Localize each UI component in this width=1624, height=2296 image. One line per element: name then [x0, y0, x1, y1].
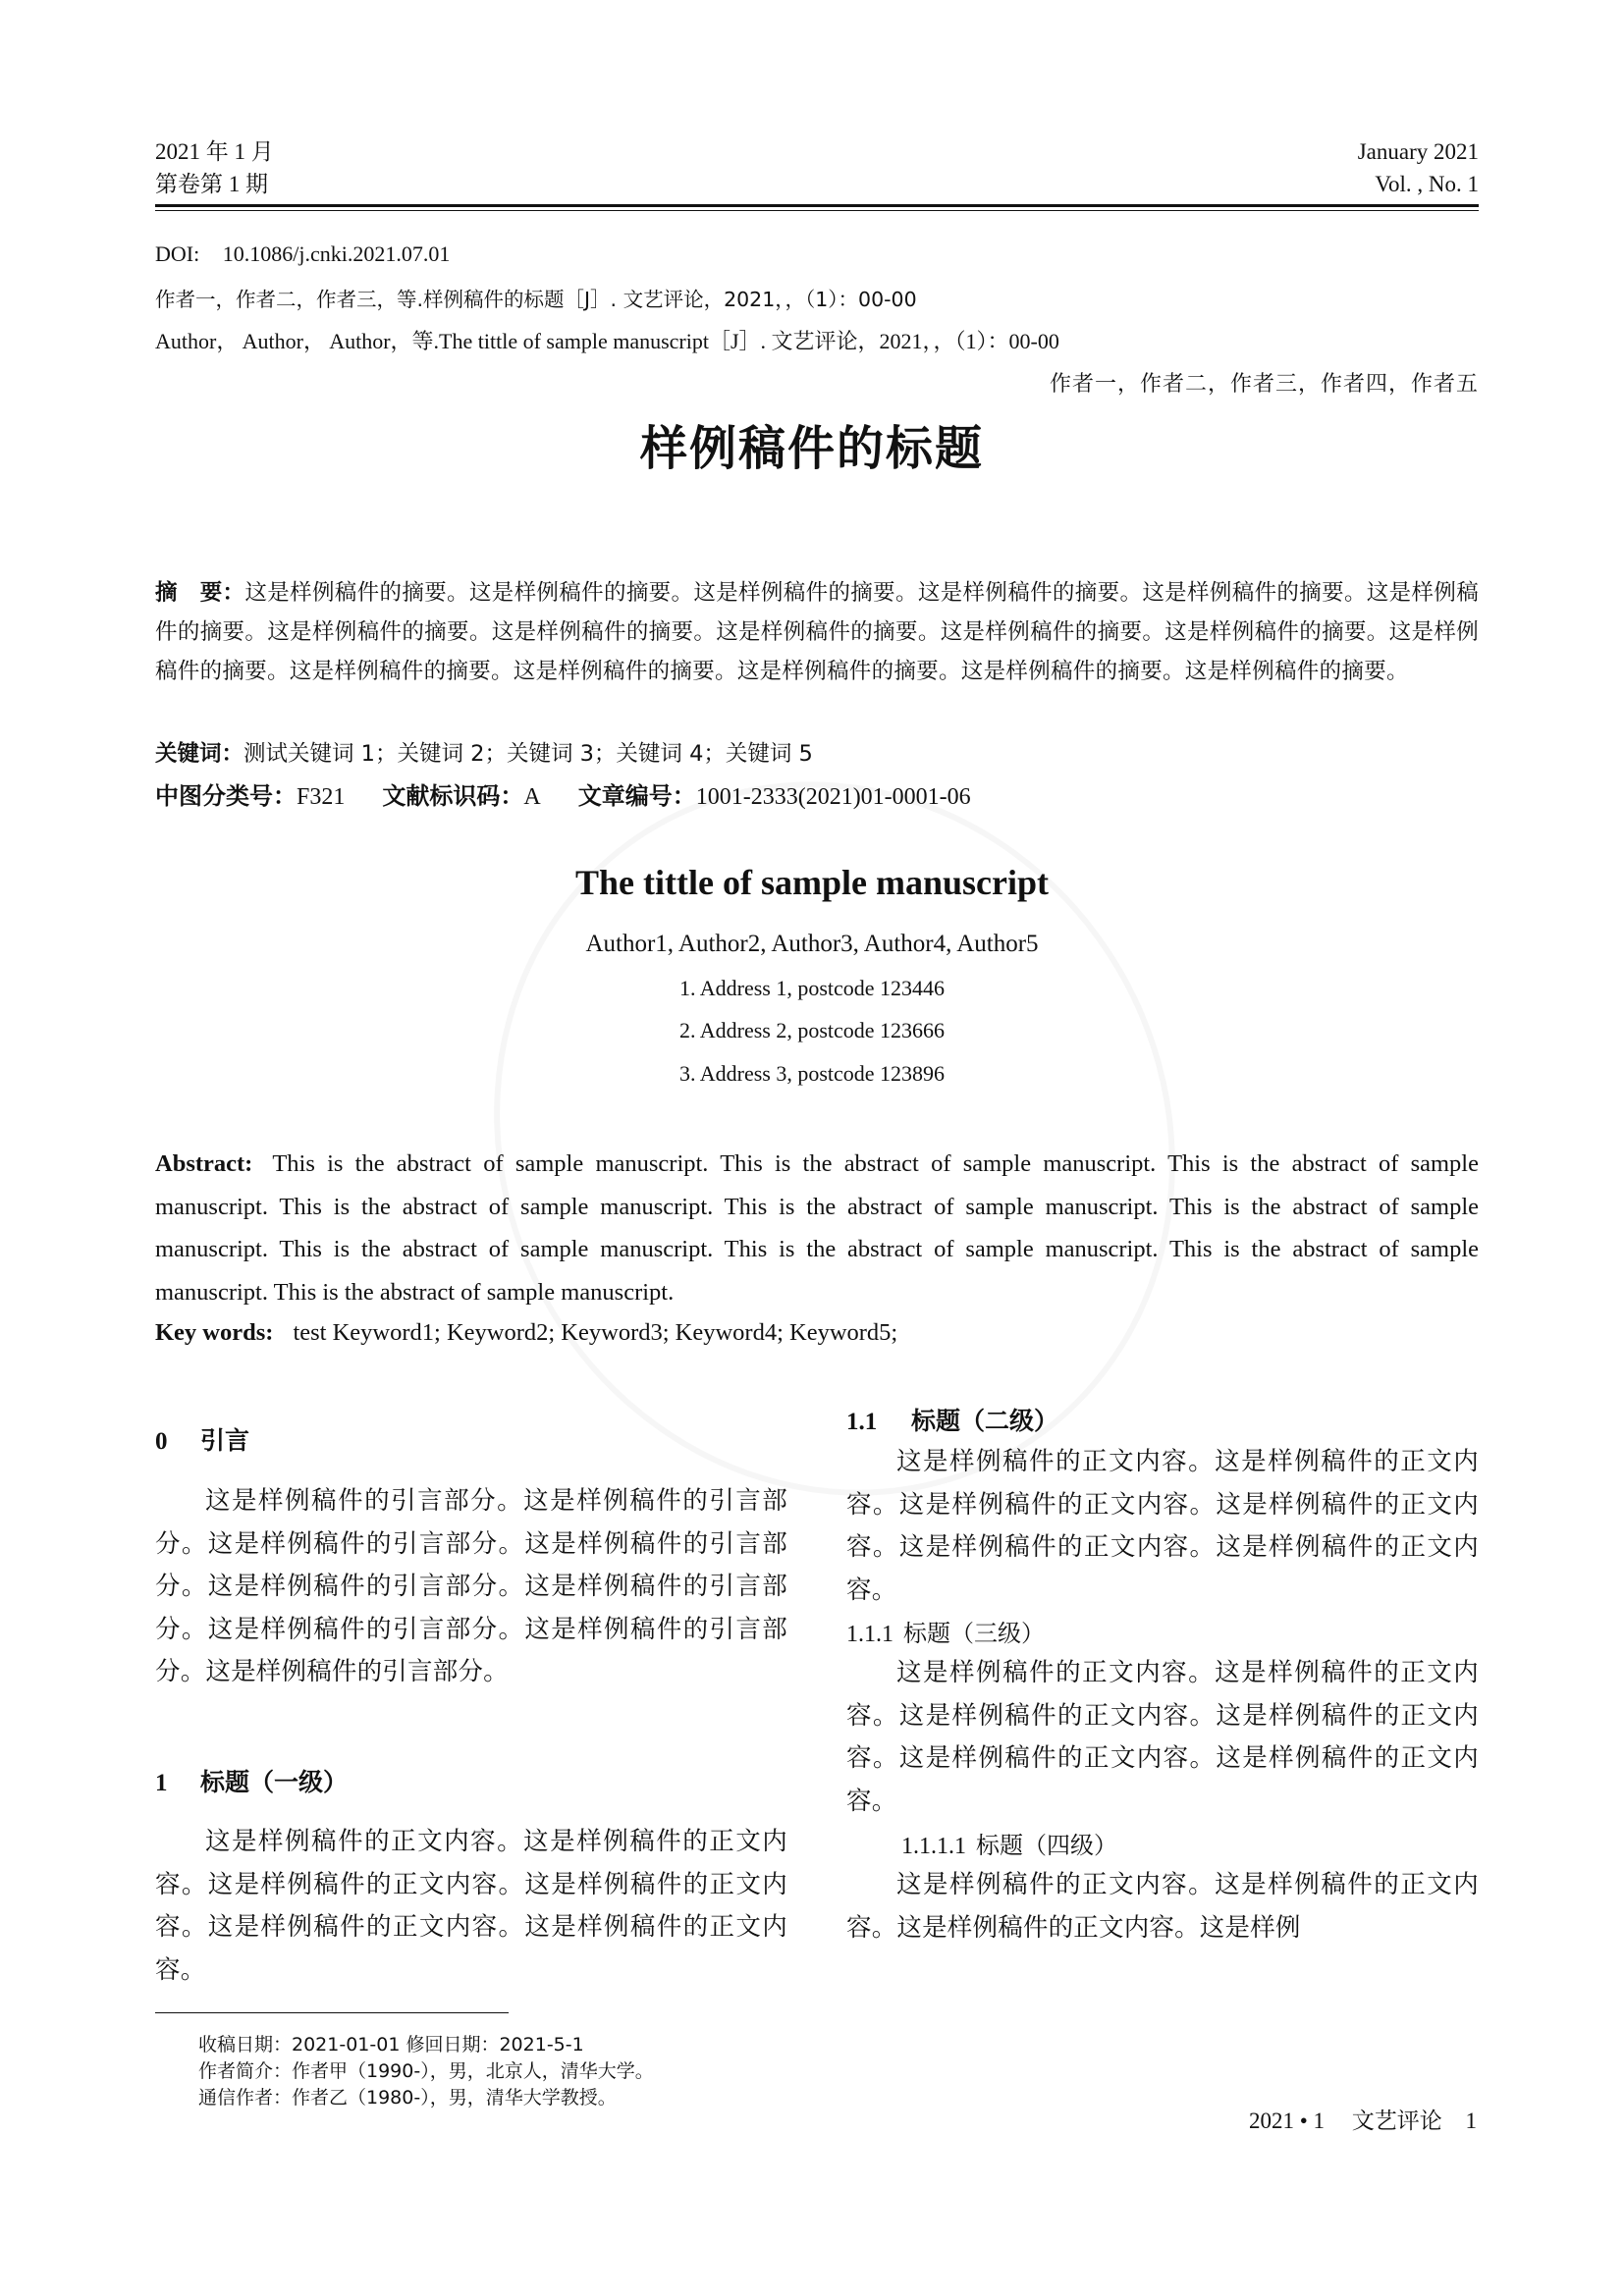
doc-code-label: 文献标识码： [382, 782, 524, 810]
section-body-1-1-1-1: 这是样例稿件的正文内容。这是样例稿件的正文内容。这是样例稿件的正文内容。这是样例 [846, 1870, 1479, 1943]
classification-line [155, 776, 1479, 817]
keywords-en [155, 1313, 1479, 1353]
citation-en: Author， Author， Author，等.The tittle of sample manuscript［J］. 文艺评论，2021，，（1）：00-00 [155, 329, 1059, 353]
doi-value[interactable]: 10.1086/j.cnki.2021.07.01 [222, 241, 451, 266]
clc-label: 中图分类号： [155, 782, 297, 810]
header-volume-en: Vol. , No. 1 [1375, 172, 1479, 196]
section-title: 标题（三级） [903, 1620, 1045, 1647]
section-title: 标题（一级） [200, 1768, 349, 1796]
footer-issue: 2021 • 1 [1248, 2109, 1325, 2133]
section-body-1: 这是样例稿件的正文内容。这是样例稿件的正文内容。这是样例稿件的正文内容。这是样例稿件的正文内容。这是样例稿件的正文内容。这是样例稿件的正文内容。 [155, 1827, 787, 1985]
section-number: 1.1.1.1 [901, 1834, 966, 1859]
keywords-cn-label: 关键词： [155, 741, 244, 767]
header-rule-thin [155, 210, 1479, 211]
doc-code-value: A [523, 784, 541, 810]
article-number-value: 1001-2333(2021)01-0001-06 [695, 784, 971, 810]
keywords-en-text: test Keyword1; Keyword2; Keyword3; Keyword4; Keyword5; [293, 1319, 898, 1346]
header-left [155, 135, 274, 200]
page-number: 1 [1465, 2109, 1477, 2133]
section-title: 引言 [200, 1426, 250, 1455]
section-number: 1.1 [846, 1409, 878, 1435]
abstract-en-label: Abstract: [155, 1150, 253, 1177]
section-body-1-1-1: 这是样例稿件的正文内容。这是样例稿件的正文内容。这是样例稿件的正文内容。这是样例稿件的正文内容。这是样例稿件的正文内容。这是样例稿件的正文内容。 [846, 1658, 1479, 1816]
header-date-en: January 2021 [1357, 139, 1479, 164]
article-number-label: 文章编号： [577, 782, 696, 810]
footnote-rule [155, 2012, 509, 2013]
section-heading-1-1-1-1 [901, 1826, 1117, 1860]
section-body-intro: 这是样例稿件的引言部分。这是样例稿件的引言部分。这是样例稿件的引言部分。这是样例稿件的引言部分。这是样例稿件的引言部分。这是样例稿件的引言部分。这是样例稿件的引言部分。这是样例稿件的引言部分。这是样例稿件的引言部分。 [155, 1486, 787, 1686]
section-heading-1 [155, 1763, 348, 1798]
footnote-author-bio: 作者简介：作者甲（1990-），男，北京人，清华大学。 [198, 2060, 654, 2082]
section-heading-intro [155, 1421, 249, 1457]
section-title: 标题（二级） [911, 1407, 1059, 1435]
keywords-en-label: Key words: [155, 1319, 274, 1346]
doi-label: DOI: [155, 241, 200, 266]
section-title: 标题（四级） [976, 1832, 1117, 1859]
abstract-cn [155, 573, 1479, 691]
address-2: 2. Address 2, postcode 123666 [678, 1018, 946, 1042]
keywords-cn-text: 测试关键词 1；关键词 2；关键词 3；关键词 4；关键词 5 [244, 741, 813, 767]
doi-line [155, 241, 450, 267]
footer-journal: 文艺评论 [1351, 2109, 1442, 2134]
citation-cn: 作者一，作者二，作者三，等.样例稿件的标题［J］. 文艺评论，2021，，（1）：00-00 [155, 288, 917, 311]
address-3: 3. Address 3, postcode 123896 [678, 1061, 946, 1086]
authors-en: Author1, Author2, Author3, Author4, Author5 [585, 931, 1039, 957]
section-heading-1-1-1 [846, 1614, 1045, 1648]
address-1: 1. Address 1, postcode 123446 [678, 976, 946, 1000]
footnote-received: 收稿日期：2021-01-01 修回日期：2021-5-1 [198, 2034, 584, 2056]
clc-value: F321 [297, 784, 346, 810]
keywords-cn [155, 734, 1479, 774]
header-date-cn: 2021 年 1 月 [155, 139, 274, 164]
page-footer [1243, 2103, 1477, 2135]
section-number: 1.1.1 [846, 1622, 893, 1647]
page-title-en: The tittle of sample manuscript [575, 863, 1049, 902]
header-rule-thick [155, 204, 1479, 207]
footnote-corresponding: 通信作者：作者乙（1980-），男，清华大学教授。 [198, 2087, 617, 2109]
abstract-cn-label: 摘 要： [155, 580, 245, 606]
section-heading-1-1 [846, 1402, 1058, 1437]
page-title-cn: 样例稿件的标题 [639, 421, 984, 476]
header-right [1358, 135, 1479, 200]
abstract-en [155, 1143, 1479, 1313]
header-volume-cn: 第卷第 1 期 [155, 172, 268, 196]
section-number: 0 [155, 1428, 168, 1455]
authors-cn: 作者一，作者二，作者三，作者四，作者五 [1049, 372, 1479, 397]
abstract-en-text: This is the abstract of sample manuscript. This is the abstract of sample manuscript. This is the abstract of sample manuscript. This is the abstract of sample manuscript. This is the abstract of sample manuscript. This is the abstract of sample manuscript. This is the abstract of sample manuscript. This is the abstract of sample manuscript. This is the abstract of sample manuscript. This is the abstract of sample manuscript. [155, 1150, 1479, 1306]
section-body-1-1: 这是样例稿件的正文内容。这是样例稿件的正文内容。这是样例稿件的正文内容。这是样例稿件的正文内容。这是样例稿件的正文内容。这是样例稿件的正文内容。 [846, 1447, 1479, 1605]
abstract-cn-text: 这是样例稿件的摘要。这是样例稿件的摘要。这是样例稿件的摘要。这是样例稿件的摘要。这是样例稿件的摘要。这是样例稿件的摘要。这是样例稿件的摘要。这是样例稿件的摘要。这是样例稿件的摘要。这是样例稿件的摘要。这是样例稿件的摘要。这是样例稿件的摘要。这是样例稿件的摘要。这是样例稿件的摘要。这是样例稿件的摘要。这是样例稿件的摘要。这是样例稿件的摘要。 [155, 580, 1479, 684]
section-number: 1 [155, 1770, 168, 1796]
